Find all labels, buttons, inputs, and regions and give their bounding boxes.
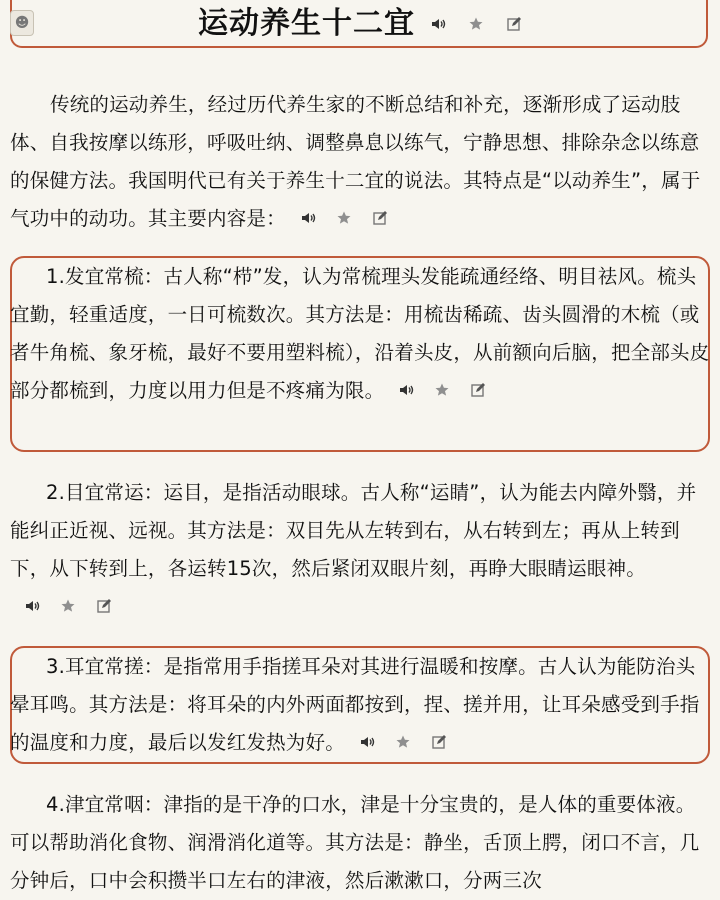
star-icon[interactable] bbox=[395, 734, 411, 750]
speaker-icon[interactable] bbox=[359, 734, 375, 750]
edit-icon[interactable] bbox=[372, 210, 388, 226]
star-icon[interactable] bbox=[336, 210, 352, 226]
edit-icon[interactable] bbox=[96, 598, 112, 614]
item-1-actions bbox=[398, 382, 486, 398]
speaker-icon[interactable] bbox=[398, 382, 414, 398]
star-icon[interactable] bbox=[434, 382, 450, 398]
edit-icon[interactable] bbox=[470, 382, 486, 398]
intro-text: 传统的运动养生，经过历代养生家的不断总结和补充，逐渐形成了运动肢体、自我按摩以练形，呼吸吐纳、调整鼻息以练气，宁静思想、排除杂念以练意的保健方法。我国明代已有关于养生十二宜的说法。其特点是“以动养生”，属于气功中的动功。其主要内容是： bbox=[10, 93, 701, 230]
item-1-paragraph bbox=[10, 258, 710, 410]
speaker-icon[interactable] bbox=[430, 16, 446, 32]
item-3-text: 3.耳宜常搓：是指常用手指搓耳朵对其进行温暖和按摩。古人认为能防治头晕耳鸣。其方法是：将耳朵的内外两面都按到，捏、搓并用，让耳朵感受到手指的温度和力度，最后以发红发热为好。 bbox=[10, 655, 700, 754]
item-4-paragraph bbox=[10, 786, 710, 900]
edit-icon[interactable] bbox=[506, 16, 522, 32]
item-3-paragraph bbox=[10, 648, 710, 762]
item-4-text: 4.津宜常咽：津指的是干净的口水，津是十分宝贵的，是人体的重要体液。可以帮助消化食物、润滑消化道等。其方法是：静坐，舌顶上腭，闭口不言，几分钟后，口中会积攒半口左右的津液，然后漱漱口，分两三次 bbox=[10, 793, 700, 892]
item-1-text: 1.发宜常梳：古人称“栉”发，认为常梳理头发能疏通经络、明目祛风。梳头宜勤，轻重适度，一日可梳数次。其方法是：用梳齿稀疏、齿头圆滑的木梳（或者牛角梳、象牙梳，最好不要用塑料梳），沿着头皮，从前额向后脑，把全部头皮部分都梳到，力度以用力但是不疼痛为限。 bbox=[10, 265, 710, 402]
page-title: 运动养生十二宜 bbox=[197, 6, 415, 41]
item-3-actions bbox=[359, 734, 447, 750]
title-bar bbox=[0, 2, 720, 46]
star-icon[interactable] bbox=[60, 598, 76, 614]
intro-actions bbox=[300, 210, 388, 226]
edit-icon[interactable] bbox=[431, 734, 447, 750]
speaker-icon[interactable] bbox=[24, 598, 40, 614]
item-2-actions bbox=[24, 598, 112, 614]
speaker-icon[interactable] bbox=[300, 210, 316, 226]
user-icon[interactable]: ☻ bbox=[10, 10, 34, 36]
item-2-text: 2.目宜常运：运目，是指活动眼球。古人称“运睛”，认为能去内障外翳，并能纠正近视、远视。其方法是：双目先从左转到右，从右转到左；再从上转到下，从下转到上，各运转15次，然后紧闭双眼片刻，再睁大眼睛运眼神。 bbox=[10, 481, 697, 580]
title-actions bbox=[430, 16, 522, 32]
item-2-paragraph bbox=[10, 474, 710, 626]
star-icon[interactable] bbox=[468, 16, 484, 32]
intro-paragraph bbox=[10, 86, 710, 238]
